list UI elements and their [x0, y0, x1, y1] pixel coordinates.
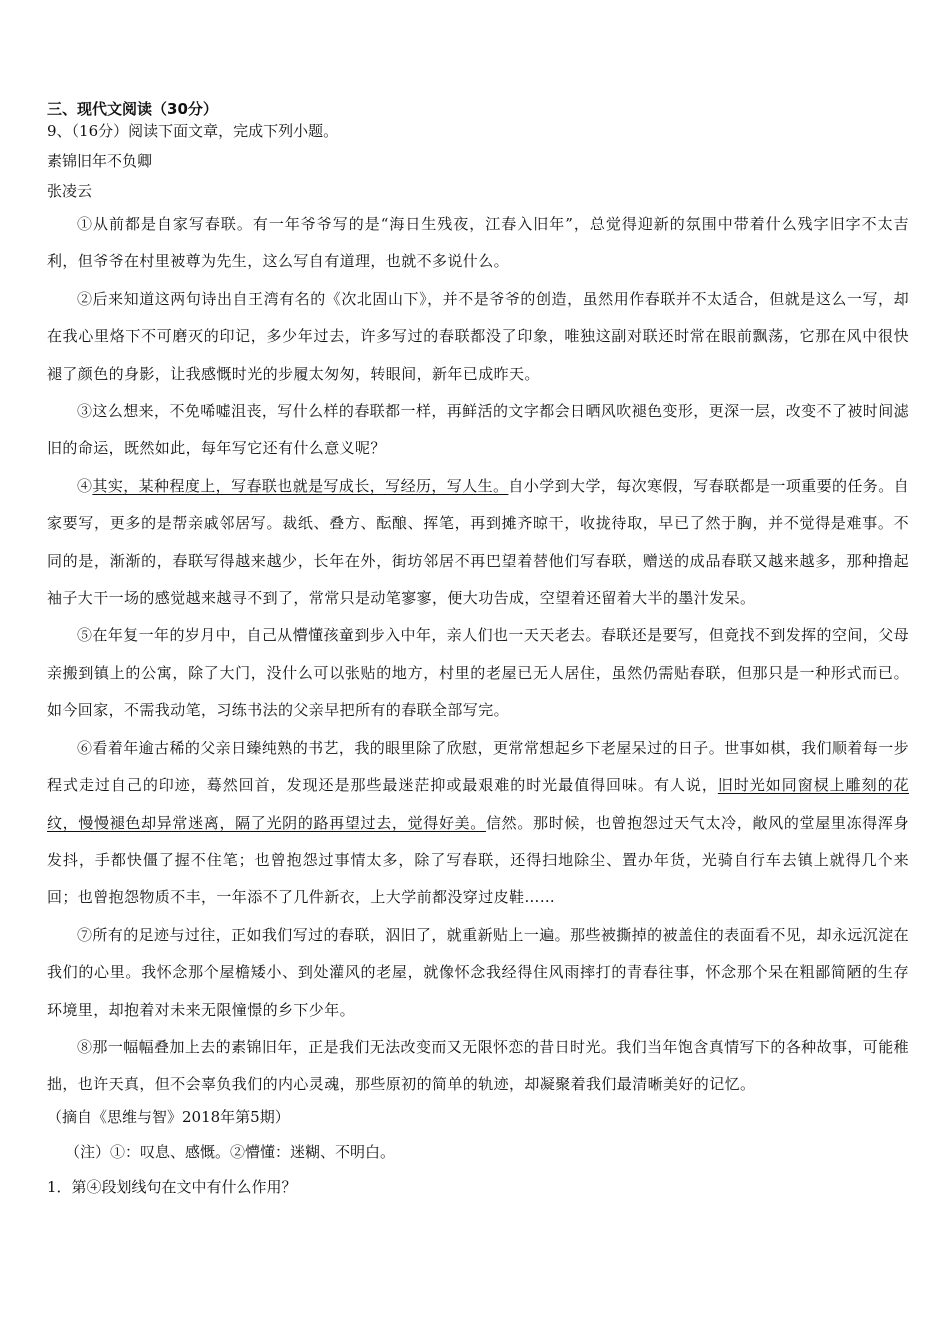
- paragraph-6-after: 信然。那时候，也曾抱怨过天气太冷，敞风的堂屋里冻得浑身发抖，手都快僵了握不住笔；也曾抱怨过事情太多，除了写春联，还得扫地除尘、置办年货，光骑自行车去镇上就得几个来回；也曾抱怨物质不丰，一年添不了几件新衣，上大学前都没穿过皮鞋……: [47, 813, 910, 907]
- paragraph-3: ③这么想来，不免唏嘘沮丧，写什么样的春联都一样，再鲜活的文字都会日晒风吹褪色变形，更深一层，改变不了被时间滤旧的命运，既然如此，每年写它还有什么意义呢？: [47, 402, 909, 458]
- paragraph-1: ①从前都是自家写春联。有一年爷爷写的是“海日生残夜，江春入旧年”，总觉得迎新的氛围中带着什么残字旧字不太吉利，但爷爷在村里被尊为先生，这么写自有道理，也就不多说什么。: [47, 215, 909, 271]
- section-title: 三、现代文阅读（30分）: [47, 100, 218, 118]
- question-header: 9、（16分）阅读下面文章，完成下列小题。: [47, 122, 339, 140]
- paragraph-8: ⑧那一幅幅叠加上去的素锦旧年，正是我们无法改变而又无限怀恋的昔日时光。我们当年饱含真情写下的各种故事，可能稚拙，也许天真，但不会辜负我们的内心灵魂，那些原初的简单的轨迹，却凝聚着我们最清晰美好的记忆。: [47, 1037, 909, 1094]
- paragraph-2: ②后来知道这两句诗出自王湾有名的《次北固山下》，并不是爷爷的创造，虽然用作春联并不太适合，但就是这么一写，却在我心里烙下不可磨灭的印记，多少年过去，许多写过的春联都没了印象，唯独这副对联还时常在眼前飘荡，它那在风中很快褪了颜色的身影，让我感慨时光的步履太匆匆，转眼间，新年已成昨天。: [47, 289, 909, 383]
- paragraph-4-underlined-sentence: 其实，某种程度上，写春联也就是写成长，写经历，写人生。: [92, 476, 509, 495]
- paragraph-6: [47, 730, 909, 917]
- document-page: [47, 98, 909, 1200]
- paragraph-5: ⑤在年复一年的岁月中，自己从懵懂孩童到步入中年，亲人们也一天天老去。春联还是要写，但竟找不到发挥的空间，父母亲搬到镇上的公寓，除了大门，没什么可以张贴的地方，村里的老屋已无人居住，虽然仍需贴春联，但那只是一种形式而已。如今回家，不需我动笔，习练书法的父亲早把所有的春联全部写完。: [47, 626, 909, 720]
- article-author: 张凌云: [47, 182, 93, 200]
- footnote: （注）①：叹息、感慨。②懵懂：迷糊、不明白。: [65, 1142, 396, 1161]
- article-title: 素锦旧年不负卿: [47, 152, 153, 170]
- paragraph-6-underlined-sentence: 旧时光如同窗棂上雕刻的花纹，慢慢褪色却异常迷离，隔了光阴的路再望过去，觉得好美。: [47, 776, 909, 832]
- paragraph-6-before: ⑥看着年逾古稀的父亲日臻纯熟的书艺，我的眼里除了欣慰，更常常想起乡下老屋呆过的日子。世事如棋，我们顺着每一步程式走过自己的印迹，蓦然回首，发现还是那些最迷茫抑或最艰难的时光最值得回味。有人说，: [47, 738, 909, 795]
- paragraph-7: ⑦所有的足迹与过往，正如我们写过的春联，泅旧了，就重新贴上一遍。那些被撕掉的被盖住的表面看不见，却永远沉淀在我们的心里。我怀念那个屋檐矮小、到处灌风的老屋，就像怀念我经得住风雨摔打的青春往事，怀念那个呆在粗鄙简陋的生存环境里，却抱着对未来无限憧憬的乡下少年。: [47, 925, 909, 1019]
- question-1: 1．第④段划线句在文中有什么作用？: [47, 1177, 297, 1196]
- paragraph-4-lead: ④: [77, 476, 93, 495]
- paragraph-4: [47, 468, 909, 618]
- article-source: （摘自《思维与智》2018年第5期）: [47, 1107, 290, 1126]
- paragraph-4-rest: 自小学到大学，每次寒假，写春联都是一项重要的任务。自家要写，更多的是帮亲戚邻居写。裁纸、叠方、酝酿、挥笔，再到摊齐晾干，收拢待取，早已了然于胸，并不觉得是难事。不同的是，渐渐的，春联写得越来越少，长年在外，街坊邻居不再巴望着替他们写春联，赠送的成品春联又越来越多，那种撸起袖子大干一场的感觉越来越寻不到了，常常只是动笔寥寥，便大功告成，空望着还留着大半的墨汁发呆。: [47, 476, 910, 608]
